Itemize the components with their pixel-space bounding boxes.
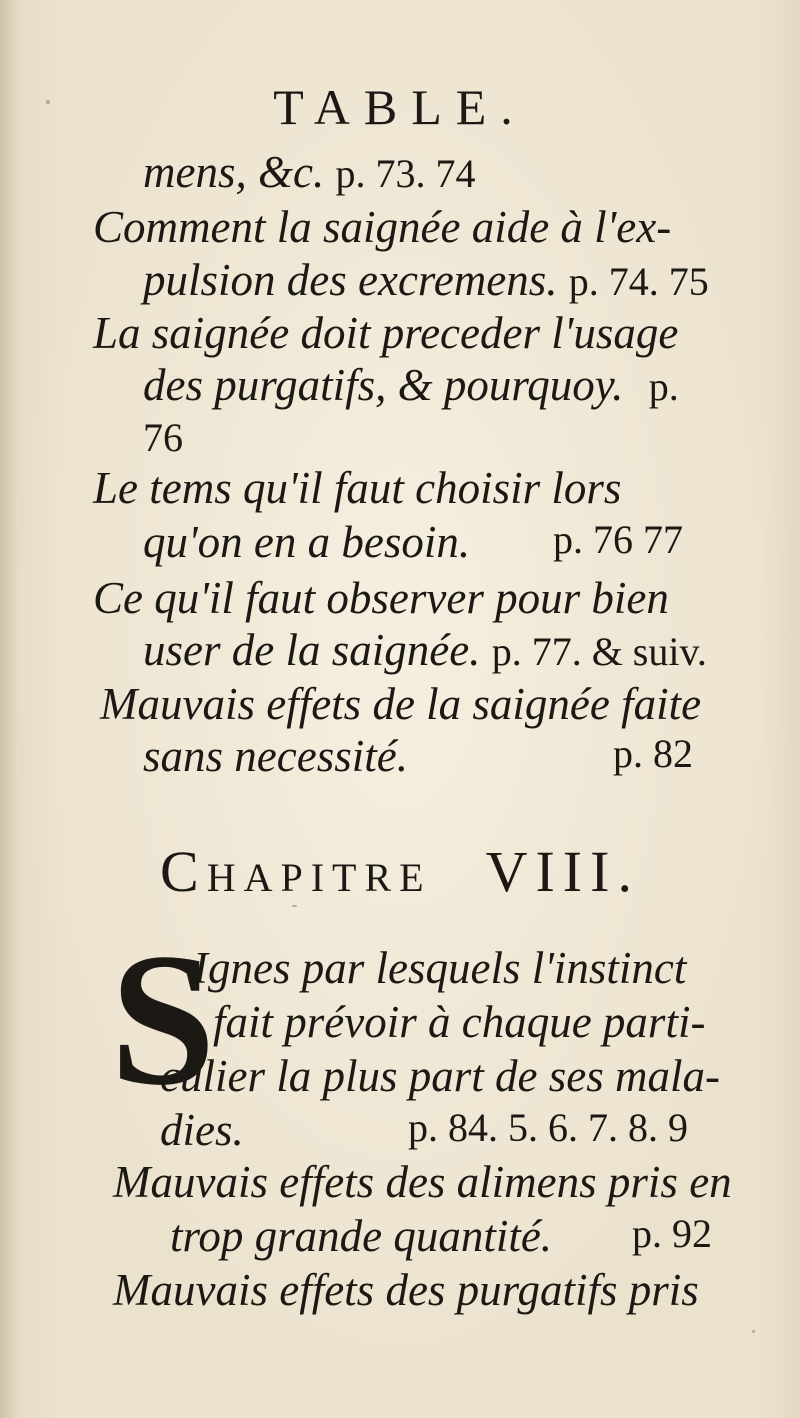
entry-line-7 (93, 463, 622, 513)
entry-text: culier la plus part de ses mala- (160, 1051, 720, 1101)
chapter-entry-line-1 (193, 943, 687, 993)
entry-page: p. 74. 75 (568, 259, 709, 304)
chapter-entry-line-4 (160, 1105, 688, 1155)
entry-text: pulsion des excremens. (143, 255, 558, 305)
entry-text: user de la saignée. (143, 625, 481, 675)
entry-text: La saignée doit preceder l'usage (93, 308, 679, 358)
entry-line-3 (143, 255, 709, 305)
entry-text: trop grande quantité. (170, 1211, 553, 1261)
entry-text: fait prévoir à chaque parti- (213, 997, 706, 1047)
entry-line-12 (143, 731, 693, 781)
entry-text: Comment la saignée aide à l'ex- (93, 202, 672, 252)
paper-speck (292, 905, 297, 907)
entry-line-1 (143, 147, 476, 197)
page-header-title: TABLE. (273, 79, 527, 135)
entry-line-2 (93, 202, 672, 252)
entry-page: p. 77. & suiv. (491, 629, 707, 674)
entry-text: Ce qu'il faut observer pour bien (93, 573, 669, 623)
chapter-heading (0, 838, 800, 905)
entry-line-11 (100, 679, 702, 729)
entry-page: p. 92 (632, 1211, 712, 1256)
entry-line-9 (93, 573, 669, 623)
entry-text: Le tems qu'il faut choisir lors (93, 463, 622, 513)
chapter-entry-line-7 (113, 1265, 699, 1315)
paper-speck (46, 100, 50, 104)
entry-text: mens, &c. (143, 147, 325, 197)
chapter-word: HAPITRE (206, 855, 432, 900)
entry-text: dies. (160, 1105, 244, 1155)
entry-line-5 (143, 360, 679, 410)
drop-cap-letter: S (110, 915, 216, 1125)
entry-text: Mauvais effets de la saignée faite (100, 679, 702, 729)
entry-text: qu'on en a besoin. (143, 517, 471, 567)
chapter-entry-line-6 (170, 1211, 712, 1261)
entry-page: p. 84. 5. 6. 7. 8. 9 (408, 1105, 688, 1150)
paper-speck (752, 1330, 755, 1333)
entry-text: Mauvais effets des alimens pris en (113, 1157, 732, 1207)
chapter-entry-line-3 (160, 1051, 720, 1101)
entry-line-10 (143, 625, 707, 675)
entry-page: p. 82 (613, 731, 693, 776)
chapter-entry-line-5 (113, 1157, 732, 1207)
entry-page: p. 76 77 (553, 517, 683, 562)
chapter-word-initial: C (160, 839, 207, 904)
entry-page: p. (648, 364, 679, 409)
entry-line-4 (93, 308, 679, 358)
entry-text: des purgatifs, & pourquoy. (143, 360, 624, 410)
chapter-entry-line-2 (213, 997, 706, 1047)
chapter-number: VIII. (485, 839, 640, 904)
entry-text: Mauvais effets des purgatifs pris (113, 1265, 699, 1315)
entry-line-8 (143, 517, 683, 567)
entry-page: p. 73. 74 (335, 151, 476, 196)
entry-line-6 (143, 414, 183, 459)
entry-page: 76 (143, 415, 183, 460)
entry-text: Ignes par lesquels l'instinct (193, 943, 687, 993)
entry-text: sans necessité. (143, 731, 408, 781)
